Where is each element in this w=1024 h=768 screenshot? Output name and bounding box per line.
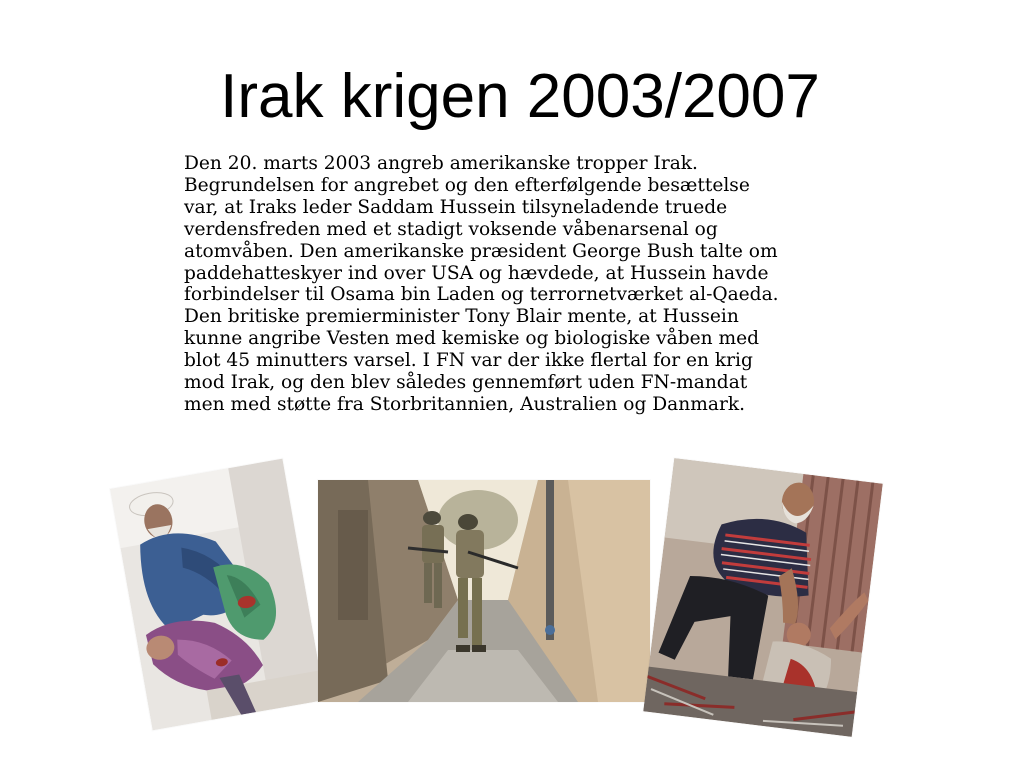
body-line: Den 20. marts 2003 angreb amerikanske tropper Irak.: [184, 153, 698, 174]
body-line: mod Irak, og den blev således gennemført uden FN-mandat: [184, 372, 748, 394]
photo-soldiers-in-alley: [318, 480, 650, 702]
body-line: atomvåben. Den amerikanske præsident George Bush talte om: [184, 240, 778, 262]
photo-civilian-carrying-child: [110, 459, 325, 731]
photo-soldiers-in-alley-image: [318, 480, 650, 702]
body-line: var, at Iraks leder Saddam Hussein tilsyneladende truede: [184, 196, 728, 218]
body-line: paddehatteskyer ind over USA og hævdede, at Hussein havde: [184, 262, 769, 284]
body-text: [184, 153, 884, 416]
body-line: men med støtte fra Storbritannien, Australien og Danmark.: [184, 393, 746, 415]
body-line: Begrundelsen for angrebet og den efterfølgende besættelse: [184, 174, 750, 196]
body-line: verdensfreden med et stadigt voksende våbenarsenal og: [184, 218, 718, 240]
body-line: forbindelser til Osama bin Laden og terrornetværket al-Qaeda.: [184, 284, 779, 306]
photo-civilian-carrying-child-image: [110, 459, 325, 731]
body-line: blot 45 minutters varsel. I FN var der ikke flertal for en krig: [184, 350, 753, 372]
body-line: kunne angribe Vesten med kemiske og biologiske våben med: [184, 328, 760, 350]
slide-title: Irak krigen 2003/2007: [220, 62, 820, 131]
body-line: Den britiske premierminister Tony Blair mente, at Hussein: [184, 306, 739, 328]
photo-man-pulling-injured-person-image: [643, 458, 883, 737]
photo-man-pulling-injured-person: [643, 458, 883, 737]
